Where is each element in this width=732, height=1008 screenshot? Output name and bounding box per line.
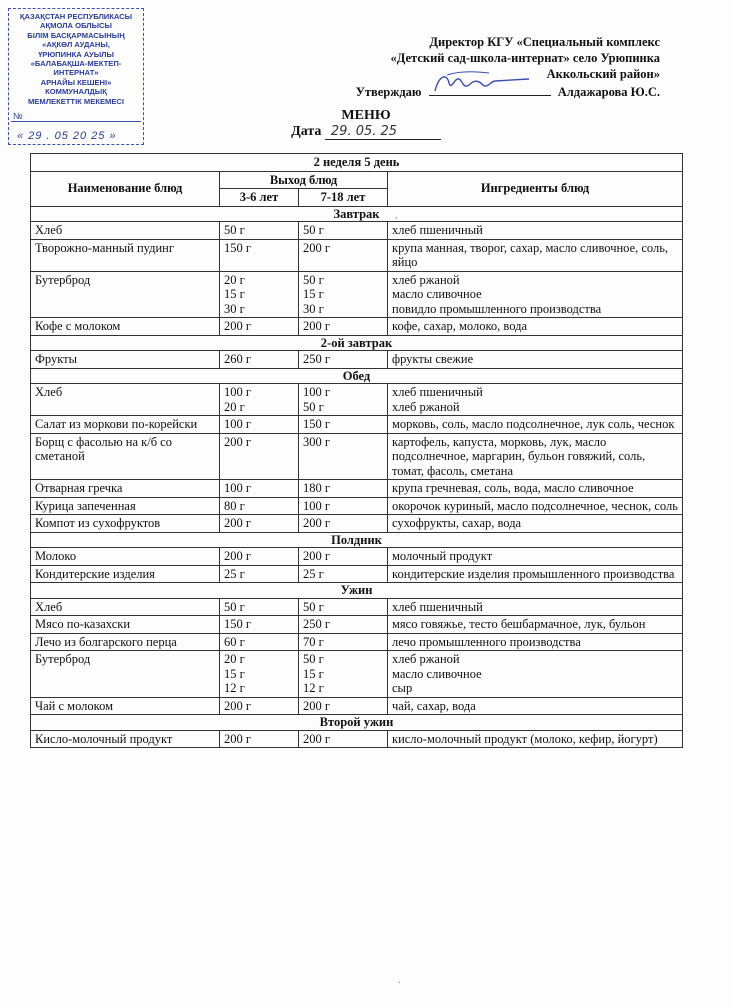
ingredients-value: кисло-молочный продукт (молоко, кефир, йогурт) [392, 731, 658, 746]
approval-block [356, 34, 660, 100]
output-3-6-value: 200 г [224, 549, 252, 563]
output-3-6-value: 60 г [224, 634, 245, 649]
output-7-18-value: 50 г [303, 399, 324, 414]
output-7-18-cell [299, 239, 388, 271]
output-7-18-cell [299, 697, 388, 715]
dish-name: Хлеб [31, 598, 220, 616]
stamp-line: «АҚКӨЛ АУДАНЫ, [42, 40, 110, 50]
ingredients-value: картофель, капуста, морковь, лук, масло подсолнечное, маргарин, бульон говяжий, соль, томат, фасоль, сметана [392, 434, 646, 478]
output-3-6-cell [220, 497, 299, 515]
output-3-6-value: 150 г [224, 617, 252, 631]
signer-name: Алдажарова Ю.С. [557, 85, 660, 99]
output-3-6-value: 200 г [224, 731, 252, 746]
output-3-6-cell [220, 616, 299, 634]
scan-mark: . [398, 975, 401, 986]
dish-name: Кофе с молоком [31, 318, 220, 336]
output-3-6-cell [220, 222, 299, 240]
ingredients-value: масло сливочное [392, 666, 482, 681]
ingredients-cell [388, 515, 683, 533]
output-7-18-value: 250 г [303, 617, 331, 631]
output-3-6-value: 200 г [224, 516, 252, 530]
output-7-18-value: 12 г [303, 681, 324, 695]
section-title: Ужин [31, 583, 683, 599]
dish-name: Борщ с фасолью на к/б со сметаной [31, 433, 220, 480]
dish-name: Салат из моркови по-корейски [31, 416, 220, 434]
table-row [31, 697, 683, 715]
ingredients-value: масло сливочное [392, 287, 482, 301]
dish-name: Хлеб [31, 384, 220, 416]
table-row [31, 730, 683, 748]
output-7-18-value: 100 г [303, 498, 331, 513]
output-3-6-cell [220, 651, 299, 698]
ingredients-cell [388, 565, 683, 583]
output-7-18-value: 100 г [303, 385, 331, 399]
menu-table [30, 153, 683, 748]
section-title: Завтрак [31, 206, 683, 222]
output-3-6-cell [220, 416, 299, 434]
stamp-text [11, 12, 141, 106]
ingredients-cell [388, 351, 683, 369]
ingredients-cell [388, 433, 683, 480]
output-7-18-cell [299, 497, 388, 515]
dish-name: Кондитерские изделия [31, 565, 220, 583]
dish-name: Кисло-молочный продукт [31, 730, 220, 748]
output-3-6-value: 100 г [224, 481, 252, 495]
col-header-age-7-18: 7-18 лет [299, 189, 388, 207]
ingredients-value: повидло промышленного производства [392, 301, 602, 316]
col-header-ingredients: Ингредиенты блюд [388, 171, 683, 206]
output-7-18-cell [299, 633, 388, 651]
dish-name: Мясо по-казахски [31, 616, 220, 634]
output-7-18-value: 200 г [303, 319, 331, 333]
output-7-18-value: 15 г [303, 666, 324, 681]
stamp-date: « 29 . 05 20 25 » [17, 130, 117, 143]
output-3-6-value: 50 г [224, 599, 245, 614]
stamp-number: № [11, 112, 141, 122]
stamp-line: АРНАЙЫ КЕШЕНІ» [40, 77, 112, 87]
output-3-6-value: 200 г [224, 319, 252, 333]
dish-name: Отварная гречка [31, 480, 220, 498]
output-7-18-value: 50 г [303, 223, 324, 237]
table-row [31, 433, 683, 480]
table-row [31, 515, 683, 533]
date-row [0, 124, 732, 143]
ingredients-cell [388, 598, 683, 616]
stamp-line: «БАЛАБАҚША-МЕКТЕП-ИНТЕРНАТ» [30, 59, 122, 78]
section-title: Полдник [31, 532, 683, 548]
approval-line-2: «Детский сад-школа-интернат» село Урюпинка [390, 51, 660, 65]
output-7-18-cell [299, 416, 388, 434]
output-3-6-value: 12 г [224, 681, 245, 695]
output-7-18-value: 30 г [303, 301, 324, 316]
output-7-18-cell [299, 271, 388, 318]
ingredients-value: сухофрукты, сахар, вода [392, 516, 522, 530]
output-3-6-cell [220, 730, 299, 748]
section-title: 2-ой завтрак [31, 335, 683, 351]
stamp-line: АҚМОЛА ОБЛЫСЫ [40, 21, 112, 31]
section-row [31, 583, 683, 599]
output-7-18-value: 200 г [303, 240, 331, 255]
ingredients-cell [388, 548, 683, 566]
col-header-name: Наименование блюд [31, 171, 220, 206]
output-7-18-cell [299, 730, 388, 748]
ingredients-cell [388, 480, 683, 498]
section-row [31, 532, 683, 548]
output-3-6-cell [220, 480, 299, 498]
output-7-18-cell [299, 384, 388, 416]
output-7-18-value: 50 г [303, 599, 324, 614]
handwritten-signature-icon [429, 69, 551, 95]
output-7-18-value: 180 г [303, 481, 331, 495]
output-3-6-value: 30 г [224, 301, 245, 316]
section-row [31, 368, 683, 384]
ingredients-cell [388, 697, 683, 715]
table-row [31, 616, 683, 634]
menu-table-body [31, 206, 683, 748]
col-header-age-3-6: 3-6 лет [220, 189, 299, 207]
table-row [31, 351, 683, 369]
ingredients-cell [388, 239, 683, 271]
table-row [31, 480, 683, 498]
ingredients-value: сыр [392, 681, 413, 695]
output-7-18-cell [299, 433, 388, 480]
dish-name: Хлеб [31, 222, 220, 240]
output-3-6-cell [220, 697, 299, 715]
ingredients-value: молочный продукт [392, 549, 493, 563]
output-7-18-cell [299, 598, 388, 616]
dish-name: Фрукты [31, 351, 220, 369]
approval-line-3: Аккольский район» [546, 67, 660, 81]
table-row [31, 416, 683, 434]
output-3-6-value: 260 г [224, 352, 252, 366]
table-row [31, 239, 683, 271]
ingredients-cell [388, 318, 683, 336]
output-3-6-cell [220, 598, 299, 616]
dish-name: Компот из сухофруктов [31, 515, 220, 533]
output-3-6-value: 150 г [224, 240, 252, 255]
output-3-6-value: 200 г [224, 434, 252, 449]
ingredients-value: крупа манная, творог, сахар, масло сливочное, соль, яйцо [392, 240, 669, 269]
ingredients-value: хлеб пшеничный [392, 599, 483, 614]
output-3-6-cell [220, 318, 299, 336]
stamp-line: БІЛІМ БАСҚАРМАСЫНЫҢ [27, 30, 125, 40]
ingredients-cell [388, 222, 683, 240]
output-3-6-value: 15 г [224, 666, 245, 681]
table-row [31, 384, 683, 416]
output-3-6-cell [220, 271, 299, 318]
output-7-18-cell [299, 318, 388, 336]
table-row [31, 318, 683, 336]
table-row [31, 651, 683, 698]
table-row [31, 598, 683, 616]
output-7-18-value: 15 г [303, 287, 324, 301]
ingredients-value: хлеб пшеничный [392, 223, 483, 237]
table-row [31, 548, 683, 566]
ingredients-value: хлеб пшеничный [392, 385, 483, 399]
output-7-18-value: 200 г [303, 698, 331, 713]
output-7-18-value: 70 г [303, 634, 324, 649]
ingredients-value: лечо промышленного производства [392, 634, 581, 649]
table-row [31, 565, 683, 583]
output-3-6-cell [220, 239, 299, 271]
output-7-18-cell [299, 651, 388, 698]
output-7-18-value: 300 г [303, 434, 331, 449]
output-3-6-value: 20 г [224, 652, 245, 666]
output-3-6-value: 200 г [224, 698, 252, 713]
output-3-6-value: 80 г [224, 498, 245, 513]
ingredients-value: хлеб ржаной [392, 652, 460, 666]
ingredients-value: фрукты свежие [392, 352, 474, 366]
dish-name: Лечо из болгарского перца [31, 633, 220, 651]
dish-name: Бутерброд [31, 271, 220, 318]
output-7-18-cell [299, 351, 388, 369]
section-title: Второй ужин [31, 715, 683, 731]
output-7-18-cell [299, 565, 388, 583]
output-3-6-value: 20 г [224, 399, 245, 414]
ingredients-cell [388, 271, 683, 318]
menu-heading [0, 108, 732, 143]
output-7-18-cell [299, 616, 388, 634]
ingredients-value: хлеб ржаной [392, 399, 460, 414]
table-row [31, 633, 683, 651]
date-value: 29. 05. 25 [325, 124, 441, 140]
stamp-line: КОММУНАЛДЫҚ [45, 87, 107, 97]
col-header-output: Выход блюд [220, 171, 388, 189]
date-label: Дата [291, 124, 322, 139]
section-row [31, 715, 683, 731]
ingredients-value: чай, сахар, вода [392, 698, 476, 713]
output-3-6-cell [220, 433, 299, 480]
ingredients-cell [388, 384, 683, 416]
ingredients-cell [388, 416, 683, 434]
stamp-line: ҮРЮПИНКА АУЫЛЫ [38, 49, 114, 59]
output-3-6-cell [220, 548, 299, 566]
output-7-18-value: 50 г [303, 652, 324, 666]
output-7-18-value: 200 г [303, 731, 331, 746]
ingredients-cell [388, 651, 683, 698]
output-7-18-cell [299, 222, 388, 240]
scan-mark: , [395, 210, 398, 221]
output-7-18-value: 200 г [303, 549, 331, 563]
output-7-18-cell [299, 548, 388, 566]
output-7-18-value: 150 г [303, 417, 331, 431]
section-row [31, 206, 683, 222]
section-row [31, 335, 683, 351]
table-caption: 2 неделя 5 день [31, 154, 683, 172]
output-3-6-cell [220, 633, 299, 651]
ingredients-value: окорочок куриный, масло подсолнечное, чеснок, соль [392, 498, 678, 513]
output-3-6-value: 20 г [224, 272, 245, 287]
output-3-6-value: 15 г [224, 287, 245, 301]
table-row [31, 497, 683, 515]
page-title: МЕНЮ [341, 108, 391, 123]
output-3-6-value: 50 г [224, 223, 245, 237]
ingredients-cell [388, 497, 683, 515]
ingredients-cell [388, 616, 683, 634]
output-3-6-cell [220, 351, 299, 369]
ingredients-value: морковь, соль, масло подсолнечное, лук соль, чеснок [392, 417, 675, 431]
output-7-18-cell [299, 480, 388, 498]
output-3-6-cell [220, 384, 299, 416]
approval-signature-line [356, 83, 660, 100]
ingredients-value: кофе, сахар, молоко, вода [392, 319, 528, 333]
output-3-6-cell [220, 515, 299, 533]
output-7-18-value: 25 г [303, 566, 324, 581]
dish-name: Бутерброд [31, 651, 220, 698]
ingredients-value: кондитерские изделия промышленного производства [392, 566, 675, 581]
output-3-6-value: 100 г [224, 385, 252, 399]
ingredients-cell [388, 730, 683, 748]
ingredients-value: мясо говяжье, тесто бешбармачное, лук, бульон [392, 617, 646, 631]
output-3-6-cell [220, 565, 299, 583]
ingredients-value: крупа гречневая, соль, вода, масло сливочное [392, 481, 634, 495]
output-3-6-value: 25 г [224, 566, 245, 581]
table-row [31, 271, 683, 318]
ingredients-value: хлеб ржаной [392, 272, 460, 287]
approval-line-1: Директор КГУ «Специальный комплекс [429, 35, 660, 49]
dish-name: Творожно-манный пудинг [31, 239, 220, 271]
dish-name: Молоко [31, 548, 220, 566]
stamp-line: МЕМЛЕКЕТТІК МЕКЕМЕСІ [27, 96, 125, 106]
section-title: Обед [31, 368, 683, 384]
output-7-18-cell [299, 515, 388, 533]
dish-name: Курица запеченная [31, 497, 220, 515]
output-3-6-value: 100 г [224, 417, 252, 431]
signature [429, 83, 551, 96]
ingredients-cell [388, 633, 683, 651]
table-row [31, 222, 683, 240]
stamp-line: ҚАЗАҚСТАН РЕСПУБЛИКАСЫ [19, 12, 133, 21]
dish-name: Чай с молоком [31, 697, 220, 715]
approve-label: Утверждаю [355, 85, 422, 99]
output-7-18-value: 50 г [303, 272, 324, 287]
output-7-18-value: 250 г [303, 352, 331, 366]
output-7-18-value: 200 г [303, 516, 331, 530]
